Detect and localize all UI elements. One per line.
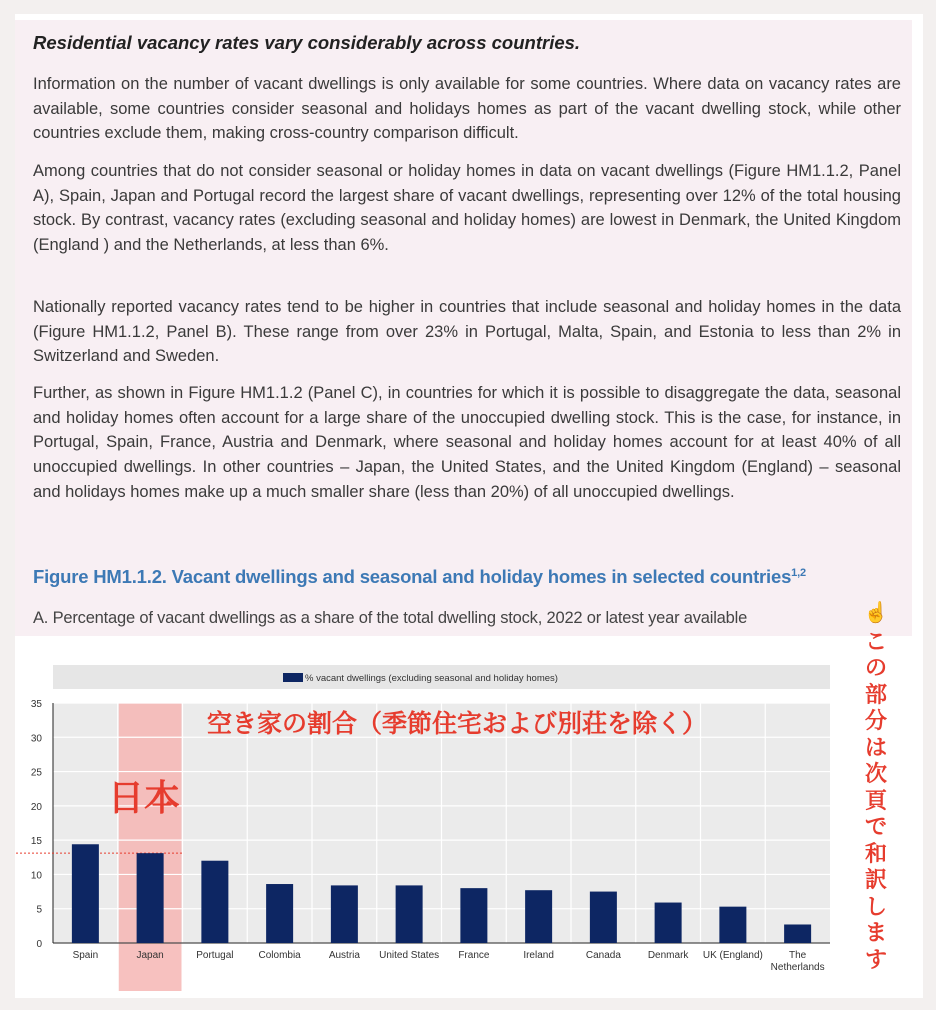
x-tick-label [703, 950, 763, 961]
x-tick-label [586, 950, 621, 961]
bar-japan [137, 853, 164, 943]
x-tick-label-line: France [458, 950, 490, 961]
side-note-char: 部 [864, 681, 887, 707]
side-note-char: で [864, 814, 887, 839]
side-note-char: 訳 [864, 867, 887, 892]
bar-spain [72, 844, 99, 943]
bar-canada [590, 892, 617, 943]
y-tick-label: 20 [30, 801, 42, 813]
x-tick-label [523, 950, 554, 961]
bar-the-netherlands [784, 924, 811, 943]
x-tick-label-line: Spain [72, 950, 99, 961]
chart-annotation-jp: 空き家の割合（季節住宅および別荘を除く） [207, 710, 708, 738]
bar-uk-england- [719, 907, 746, 943]
side-note-char: 分 [864, 708, 887, 733]
x-tick-label-line: Portugal [196, 950, 234, 961]
figure-title-superscript: 1,2 [791, 566, 806, 579]
x-tick-label [73, 950, 99, 961]
y-tick-label: 0 [36, 939, 42, 950]
x-tick-label-line: Japan [136, 950, 164, 961]
y-tick-label: 30 [30, 733, 42, 745]
bar-ireland [525, 890, 552, 943]
bar-france [460, 888, 487, 943]
japan-label-jp: 日本 [108, 777, 181, 818]
x-tick-label [771, 950, 825, 973]
side-note-char: 和 [864, 840, 887, 866]
panel-subtitle: A. Percentage of vacant dwellings as a share of the total dwelling stock, 2022 or latest year available [33, 609, 748, 627]
paragraph-2: Among countries that do not consider seasonal or holiday homes in data on vacant dwellings (Figure HM1.1.2, Panel A), Spain, Japan and Portugal record the largest share of vacant dwellings, representing over 12% of the total housing stock. By contrast, vacancy rates (excluding seasonal and holiday homes) are lowest in Denmark, the United Kingdom (England ) and the Netherlands, at less than 6%. [33, 162, 901, 255]
x-tick-label-line: Canada [585, 950, 621, 961]
side-note-char: の [864, 655, 887, 680]
figure-title-text: Figure HM1.1.2. Vacant dwellings and seasonal and holiday homes in selected countries [33, 566, 792, 587]
x-tick-label-line: Denmark [647, 950, 689, 961]
bar-portugal [201, 861, 228, 943]
bar-united-states [396, 885, 423, 943]
x-tick-label-line: The [789, 950, 807, 961]
side-note-char: こ [864, 628, 887, 654]
x-tick-label [259, 950, 302, 961]
bar-austria [331, 885, 358, 943]
japan-highlight [119, 703, 182, 991]
x-tick-label [329, 950, 361, 961]
paragraph-1: Information on the number of vacant dwellings is only available for some countries. Where data on vacancy rates are available, some countries consider seasonal and holidays homes as part of the vacant dwelling stock, while other countries exclude them, making cross-country comparison difficult. [33, 75, 901, 143]
side-note-char: ま [864, 920, 887, 945]
side-note-char: 頁 [864, 787, 887, 813]
side-note-char: す [864, 946, 887, 972]
x-tick-label-line: Netherlands [770, 962, 825, 973]
y-tick-label: 25 [30, 767, 42, 779]
y-tick-label: 35 [30, 699, 42, 710]
x-tick-label-line: Austria [328, 950, 360, 961]
paragraph-4: Further, as shown in Figure HM1.1.2 (Panel C), in countries for which it is possible to disaggregate the data, seasonal and holiday homes often account for a large share of the unoccupied dwelling stock. This is the case, for instance, in Portugal, Spain, France, Austria and Denmark, where seasonal and holiday homes account for at least 40% of all unoccupied dwellings. In other countries – Japan, the United States, and the United Kingdom (England) – seasonal and holidays homes make up a much smaller share (less than 20%) of all unoccupied dwellings. [33, 384, 901, 501]
bar-denmark [655, 903, 682, 943]
x-tick-label-line: Ireland [523, 950, 554, 961]
pointing-hand-icon: ☝ [863, 602, 889, 624]
x-tick-label-line: United States [379, 950, 440, 961]
y-tick-label: 10 [30, 870, 42, 882]
x-tick-label [196, 950, 233, 961]
x-tick-label [458, 950, 490, 961]
x-tick-label-line: Colombia [258, 950, 301, 961]
y-tick-label: 5 [36, 904, 42, 916]
bar-colombia [266, 884, 293, 943]
legend-label: % vacant dwellings (excluding seasonal and holiday homes) [305, 673, 558, 684]
legend-swatch [283, 673, 303, 682]
side-note-char: し [864, 893, 887, 919]
section-heading: Residential vacancy rates vary considerably across countries. [33, 32, 581, 53]
x-tick-label-line: UK (England) [702, 950, 763, 961]
x-tick-label [137, 950, 164, 961]
side-note-char: 次 [864, 761, 887, 786]
x-tick-label [648, 950, 690, 961]
y-tick-label: 15 [30, 836, 42, 848]
side-note-char: は [864, 734, 887, 760]
x-tick-label [379, 950, 439, 961]
paragraph-3: Nationally reported vacancy rates tend to be higher in countries that include seasonal and holiday homes in the data (Figure HM1.1.2, Panel B). These range from over 23% in Portugal, Malta, Spain, and Estonia to less than 2% in Switzerland and Sweden. [33, 298, 901, 366]
